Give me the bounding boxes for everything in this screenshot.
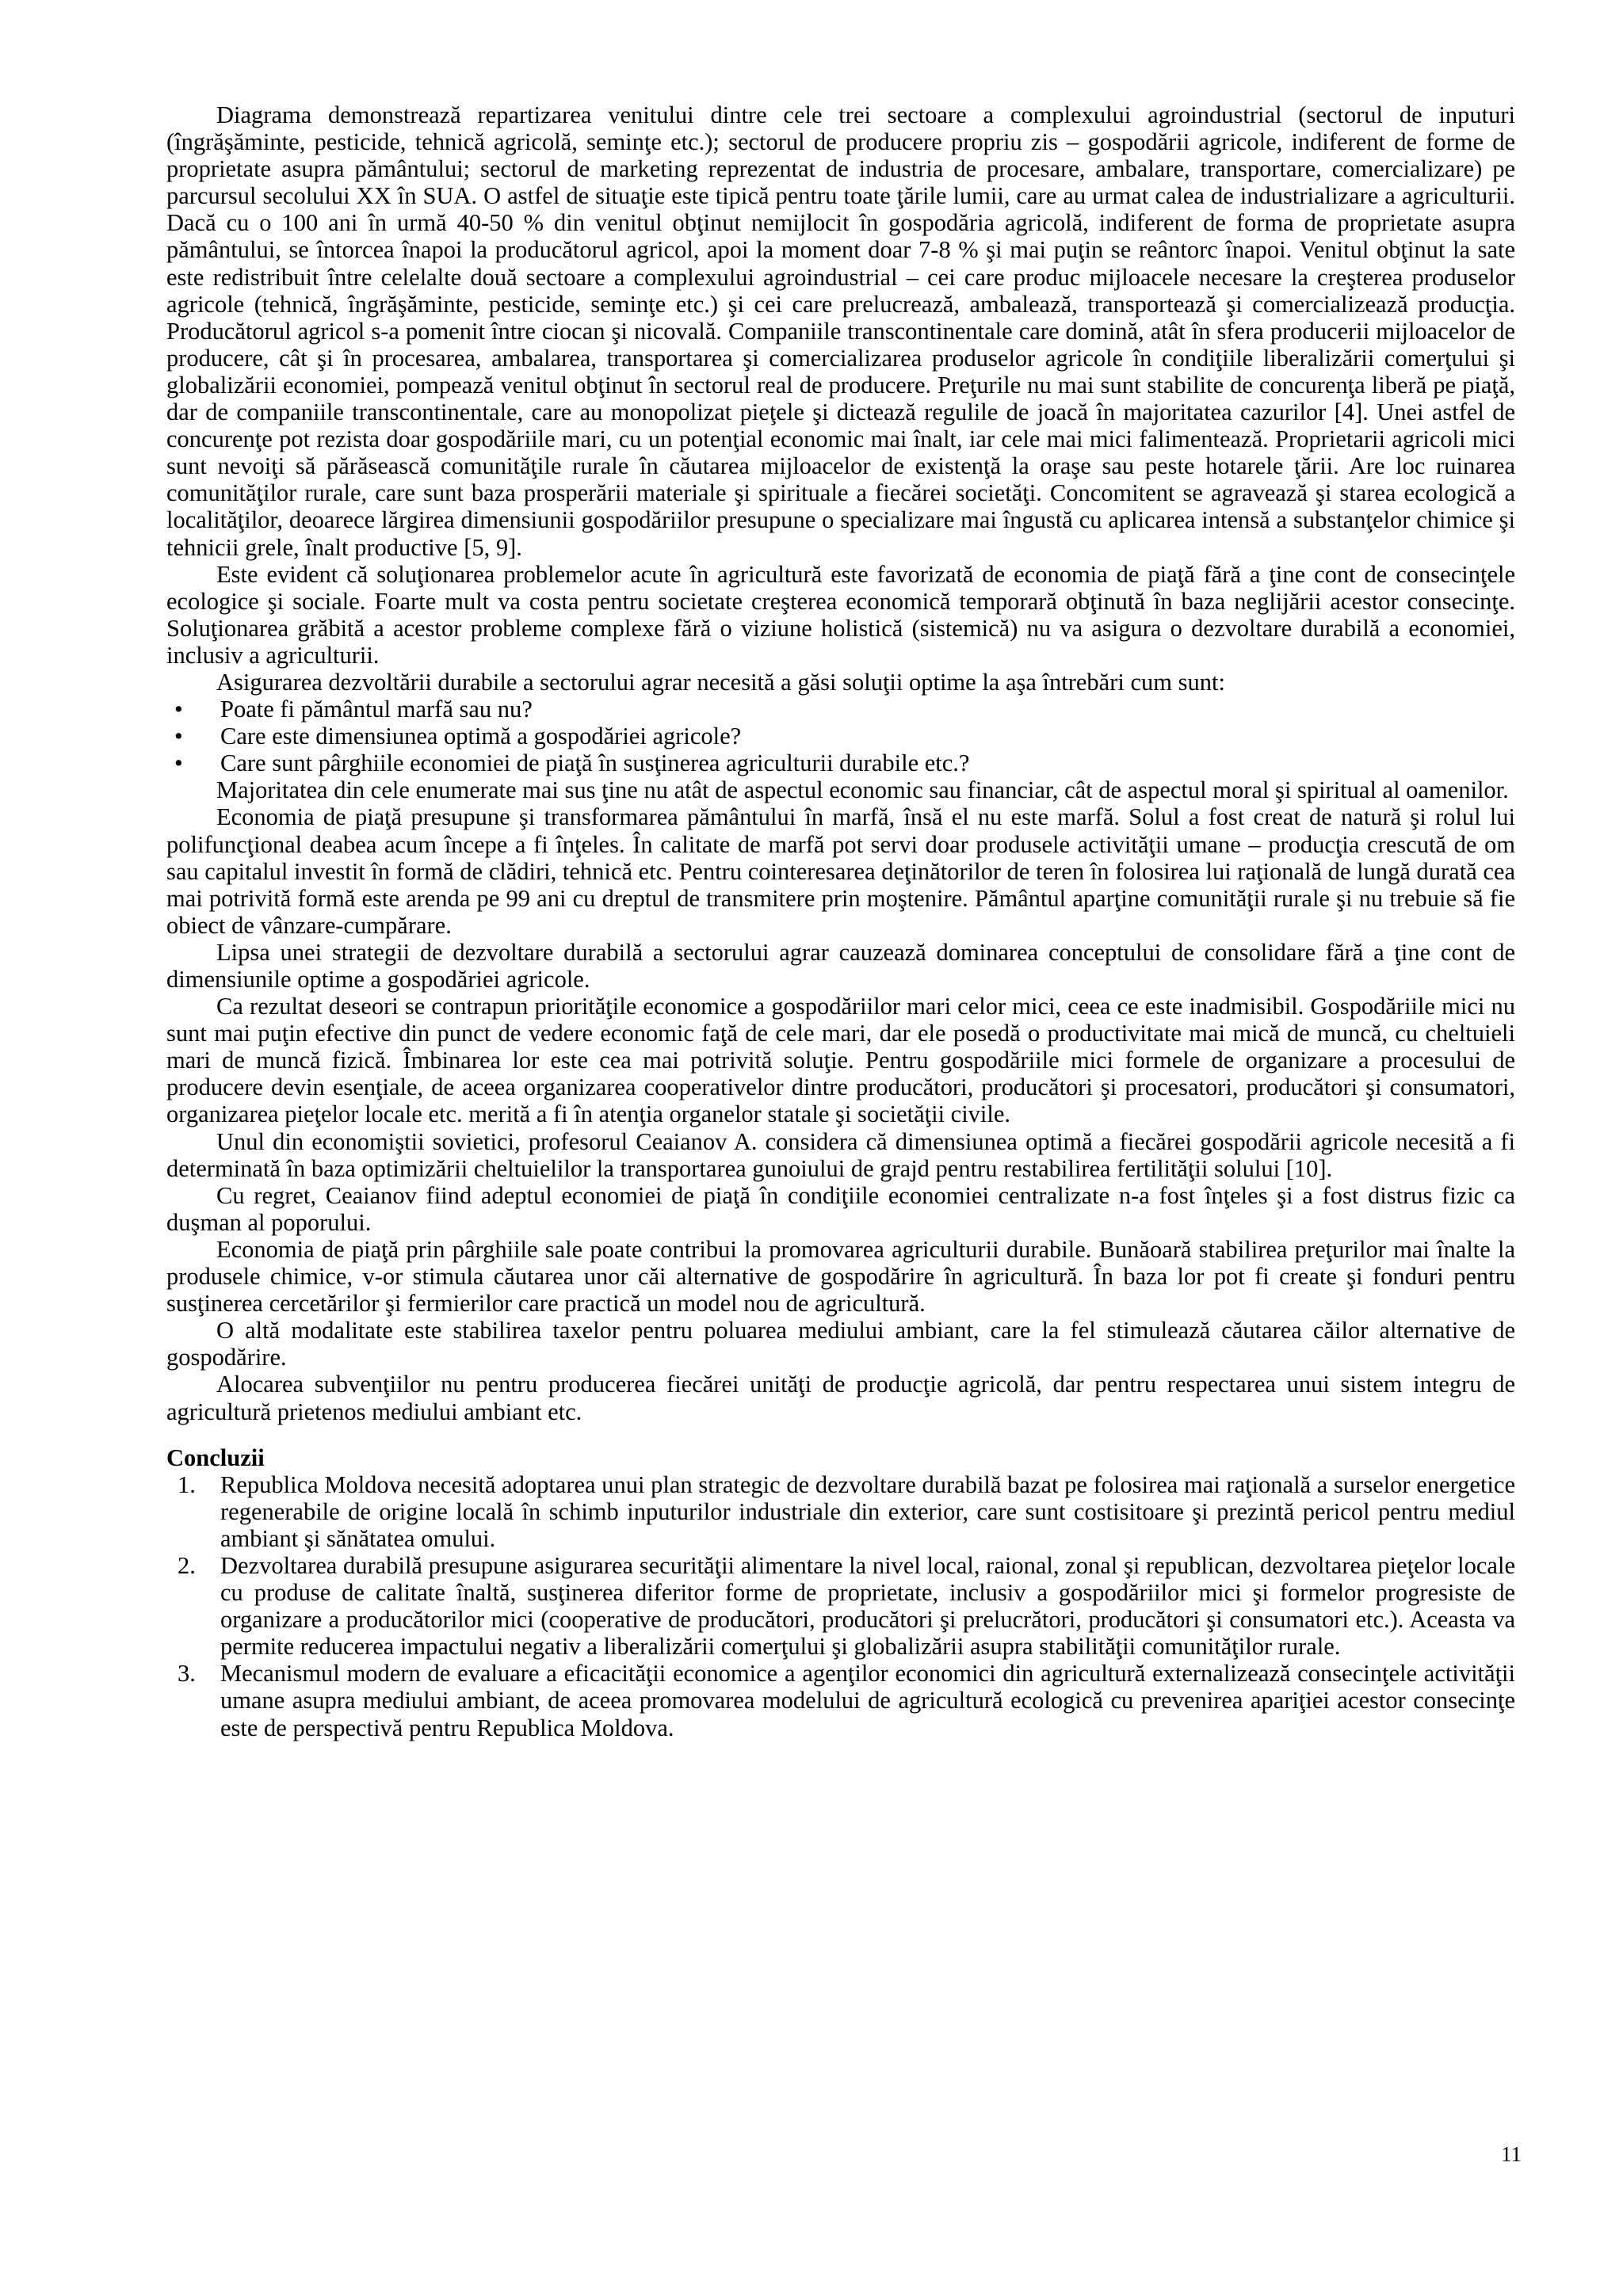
list-item-text: Poate fi pământul marfă sau nu? [220, 696, 533, 723]
conclusions-heading: Concluzii [166, 1444, 265, 1471]
paragraph-questions-intro: Asigurarea dezvoltării durabile a sectorului agrar necesită a găsi soluţii optime la aşa întrebări cum sunt: [216, 668, 1225, 696]
list-item [166, 1552, 1515, 1660]
conclusions-list [166, 1471, 1515, 1741]
list-item [166, 1471, 1515, 1552]
paragraph-ceaianov-optimal-size: Unul din economiştii sovietici, profesorul Ceaianov A. considera că dimensiunea optimă a fiecărei gospodării agricole necesită a fi determinată în baza optimizării cheltuielilor la transportarea gunoiului de grajd pentru restabilirea fertilităţii solului [10]. [166, 1127, 1515, 1182]
page-number: 11 [1501, 2142, 1522, 2166]
bullet-icon: • [174, 749, 183, 777]
list-item-number: 3. [178, 1660, 196, 1688]
paragraph-market-levers: Economia de piaţă prin pârghiile sale poate contribui la promovarea agriculturii durabile. Bunăoară stabilirea preţurilor mai înalte la produsele chimice, v-or stimula căutarea unor căi alternative de gospodărire în agricultură. În baza lor pot fi create şi fonduri pentru susţinerea cercetărilor şi fermierilor care practică un model nou de agricultură. [166, 1235, 1515, 1318]
list-item [166, 696, 1515, 723]
list-item-text: Republica Moldova necesită adoptarea unui plan strategic de dezvoltare durabilă bazat pe folosirea mai raţională a surselor energetice regenerabile de origine locală în schimb inputurilor industriale din exterior, care sunt costisitoare şi prezintă pericol pentru mediul ambiant şi sănătatea omului. [220, 1470, 1515, 1552]
list-item [166, 749, 1515, 776]
paragraph-subsidies: Alocarea subvenţiilor nu pentru producerea fiecărei unităţi de producţie agricolă, dar pentru respectarea unui sistem integru de agricultură prietenos mediului ambiant etc. [166, 1371, 1515, 1425]
paragraph-land-as-commodity: Economia de piaţă presupune şi transformarea pământului în marfă, însă el nu este marfă. Solul a fost creat de natură şi rolul lui polifuncţional deabea acum începe a fi înţeles. În calitate de marfă pot servi doar produsele activităţii umane – producţia crescută de om sau capitalul investit în formă de clădiri, tehnică etc. Pentru cointeresarea deţinătorilor de teren în folosirea lui raţională de lungă durată cea mai potrivită formă este arenda pe 99 ani cu dreptul de transmitere prin moştenire. Pământul aparţine comunităţii rurale şi nu trebuie să fie obiect de vânzare-cumpărare. [166, 803, 1515, 939]
list-item-text: Mecanismul modern de evaluare a eficacităţii economice a agenţilor economici din agricultură externalizează consecinţele activităţii umane asupra mediului ambiant, de aceea promovarea modelului de agricultură ecologică cu prevenirea apariţiei acestor consecinţe este de perspectivă pentru Republica Moldova. [220, 1660, 1515, 1741]
page-body [166, 101, 1515, 1741]
list-item [166, 723, 1515, 749]
list-item-text: Care sunt pârghiile economiei de piaţă în susţinerea agriculturii durabile etc.? [220, 749, 970, 777]
bullet-icon: • [174, 723, 183, 750]
list-item [166, 1660, 1515, 1741]
paragraph-lack-of-strategy: Lipsa unei strategii de dezvoltare durabilă a sectorului agrar cauzează dominarea conceptului de consolidare fără a ţine cont de dimensiunile optime a gospodăriei agricole. [166, 938, 1515, 993]
paragraph-market-economy-consequences: Este evident că soluţionarea problemelor acute în agricultură este favorizată de economia de piaţă fără a ţine cont de consecinţele ecologice şi sociale. Foarte mult va costa pentru societate creşterea economică temporară obţinută în baza neglijării acestor consecinţe. Soluţionarea grăbită a acestor probleme complexe fără o viziune holistică (sistemică) nu va asigura o dezvoltare durabilă a economiei, inclusiv a agriculturii. [166, 560, 1515, 669]
paragraph-ceaianov-fate: Cu regret, Ceaianov fiind adeptul economiei de piaţă în condiţiile economiei centralizate n-a fost înţeles şi a fost distrus fizic ca duşman al poporului. [166, 1181, 1515, 1236]
list-item-text: Dezvoltarea durabilă presupune asigurarea securităţii alimentare la nivel local, raional, zonal şi republican, dezvoltarea pieţelor locale cu produse de calitate înaltă, susţinerea diferitor forme de proprietate, inclusiv a gospodăriilor mici şi formelor progresiste de organizare a producătorilor mici (cooperative de producători, producători şi prelucrători, producători şi consumatori etc.). Aceasta va permite reducerea impactului negativ a liberalizării comerţului şi globalizării asupra stabilităţii comunităţilor rurale. [220, 1551, 1515, 1661]
bullet-icon: • [174, 696, 183, 723]
list-item-number: 1. [178, 1470, 196, 1498]
list-item-text: Care este dimensiunea optimă a gospodăriei agricole? [220, 723, 742, 750]
paragraph-moral-aspect: Majoritatea din cele enumerate mai sus ţine nu atât de aspectul economic sau financiar, cât de aspectul moral şi spiritual al oamenilor. [216, 776, 1509, 804]
question-list [166, 696, 1515, 776]
list-item-number: 2. [178, 1551, 196, 1579]
paragraph-small-vs-large-farms: Ca rezultat deseori se contrapun priorităţile economice a gospodăriilor mari celor mici, ceea ce este inadmisibil. Gospodăriile mici nu sunt mai puţin efective din punct de vedere economic faţă de cele mari, dar ele posedă o productivitate mai mică de muncă, cu cheltuieli mari de muncă fizică. Îmbinarea lor este cea mai potrivită soluţie. Pentru gospodăriile mici formele de organizare a procesului de producere devin esenţiale, de aceea organizarea cooperativelor dintre producători, producători şi procesatori, producători şi consumatori, organizarea pieţelor locale etc. merită a fi în atenţia organelor statale şi societăţii civile. [166, 993, 1515, 1128]
paragraph-pollution-taxes: O altă modalitate este stabilirea taxelor pentru poluarea mediului ambiant, care la fel stimulează căutarea căilor alternative de gospodărire. [166, 1317, 1515, 1371]
paragraph-income-distribution: Diagrama demonstrează repartizarea venitului dintre cele trei sectoare a complexului agroindustrial (sectorul de inputuri (îngrăşăminte, pesticide, tehnică agricolă, seminţe etc.); sectorul de producere propriu zis – gospodării agricole, indiferent de forme de proprietate asupra pământului; sectorul de marketing reprezentat de industria de procesare, ambalare, transportare, comercializare) pe parcursul secolului XX în SUA. O astfel de situaţie este tipică pentru toate ţările lumii, care au urmat calea de industrializare a agriculturii. Dacă cu o 100 ani în urmă 40-50 % din venitul obţinut nemijlocit în gospodăria agricolă, indiferent de forma de proprietate asupra pământului, se întorcea înapoi la producătorul agricol, apoi la moment doar 7-8 % şi mai puţin se reântorc înapoi. Venitul obţinut la sate este redistribuit între celelalte două sectoare a complexului agroindustrial – cei care produc mijloacele necesare la creşterea produselor agricole (tehnică, îngrăşăminte, pesticide, seminţe etc.) şi cei care prelucrează, ambalează, transportează şi comercializează producţia. Producătorul agricol s-a pomenit între ciocan şi nicovală. Companiile transcontinentale care domină, atât în sfera producerii mijloacelor de producere, cât şi în procesarea, ambalarea, transportarea şi comercializarea produselor agricole în condiţiile liberalizării comerţului şi globalizării economiei, pompează venitul obţinut în sectorul real de producere. Preţurile nu mai sunt stabilite de concurenţa liberă pe piaţă, dar de companiile transcontinentale, care au monopolizat pieţele şi dictează regulile de joacă în majoritatea cazurilor [4]. Unei astfel de concurenţe pot rezista doar gospodăriile mari, cu un potenţial economic mai înalt, iar cele mai mici falimentează. Proprietarii agricoli mici sunt nevoiţi să părăsească comunităţile rurale în căutarea mijloacelor de existenţă la oraşe sau peste hotarele ţării. Are loc ruinarea comunităţilor rurale, care sunt baza prosperării materiale şi spirituale a fiecărei societăţi. Concomitent se agravează şi starea ecologică a localităţilor, deoarece lărgirea dimensiunii gospodăriilor presupune o specializare mai îngustă cu aplicarea intensă a substanţelor chimice şi tehnicii grele, înalt productive [5, 9]. [166, 101, 1515, 561]
